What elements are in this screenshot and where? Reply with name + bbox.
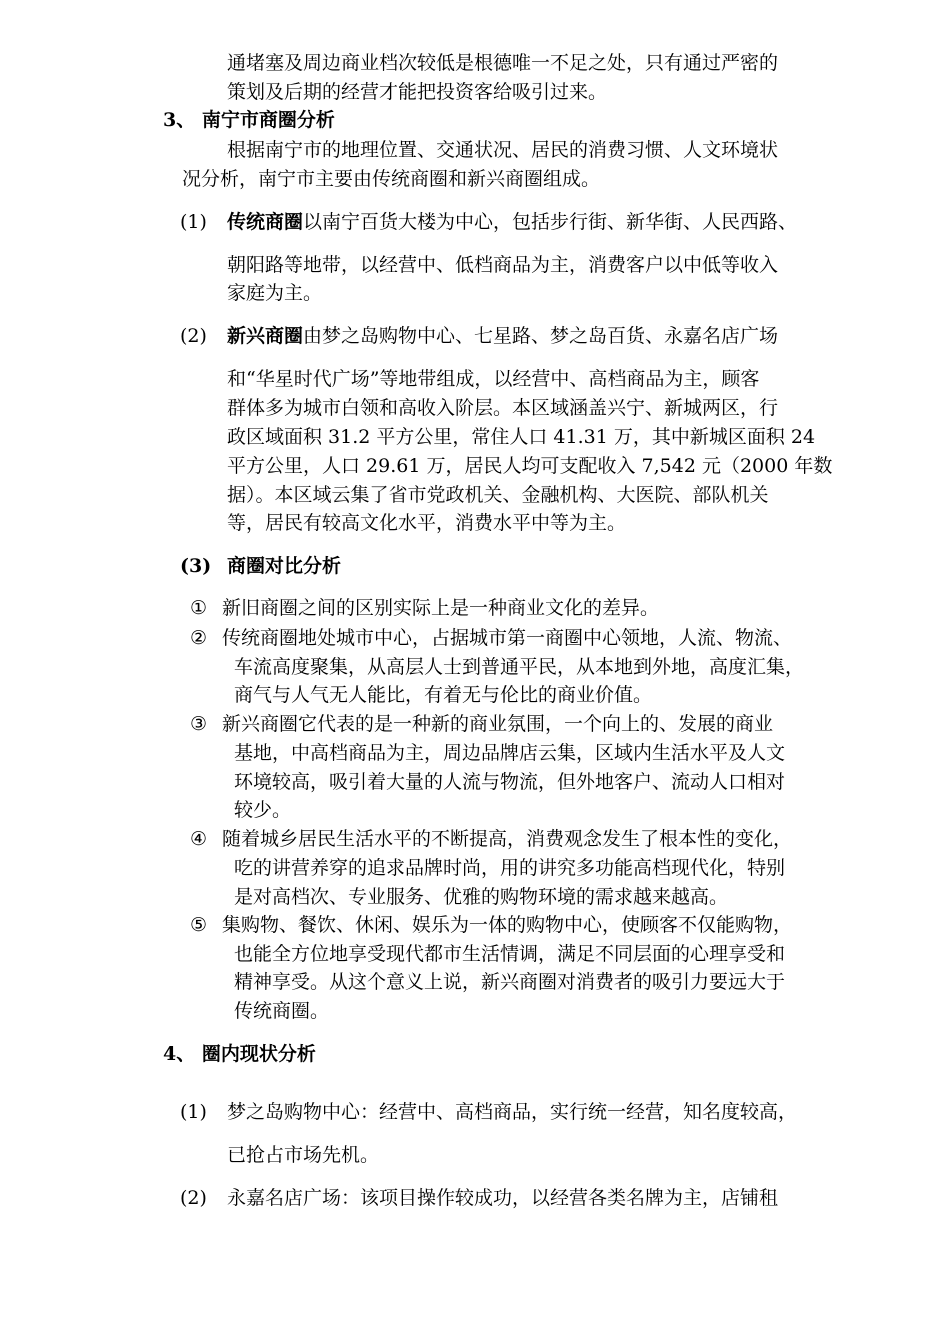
point-4-line-1: 随着城乡居民生活水平的不断提高，消费观念发生了根本性的变化， (222, 828, 793, 850)
point-5-line-2: 也能全方位地享受现代都市生活情调，满足不同层面的心理享受和 (234, 943, 786, 965)
section-3-heading: 3、 南宁市商圈分析 (163, 109, 335, 131)
s4-item-1-number: (1) (180, 1101, 207, 1123)
item-1-term: 传统商圈 (227, 211, 304, 233)
point-2-line-2: 车流高度聚集，从高层人士到普通平民，从本地到外地，高度汇集， (234, 656, 805, 678)
point-3-mark: ③ (190, 713, 208, 735)
point-2-line-1: 传统商圈地处城市中心，占据城市第一商圈中心领地，人流、物流、 (222, 627, 793, 649)
point-4-line-3: 是对高档次、专业服务、优雅的购物环境的需求越来越高。 (234, 886, 729, 908)
item-1-text: 以南宁百货大楼为中心，包括步行街、新华街、人民西路、 (303, 211, 798, 233)
item-2-line-4: 政区域面积 31.2 平方公里，常住人口 41.31 万，其中新城区面积 24 (227, 426, 816, 448)
item-1-line-1 (227, 208, 797, 236)
s4-item-2-line-1: 永嘉名店广场：该项目操作较成功，以经营各类名牌为主，店铺租 (227, 1187, 779, 1209)
intro-line-1: 通堵塞及周边商业档次较低是根德唯一不足之处，只有通过严密的 (227, 52, 779, 74)
item-2-number: (2) (180, 325, 207, 347)
intro-line-2: 策划及后期的经营才能把投资客给吸引过来。 (227, 81, 608, 103)
item-2-line-1 (227, 322, 778, 350)
item-2-line-3: 群体多为城市白领和高收入阶层。本区域涵盖兴宁、新城两区，行 (227, 397, 779, 419)
point-2-mark: ② (190, 627, 208, 649)
section-3-para-line-1: 根据南宁市的地理位置、交通状况、居民的消费习惯、人文环境状 (227, 139, 779, 161)
item-1-line-2: 朝阳路等地带，以经营中、低档商品为主，消费客户以中低等收入 (227, 254, 779, 276)
item-1-number: (1) (180, 211, 207, 233)
item-1-line-3: 家庭为主。 (227, 282, 323, 304)
point-3-line-1: 新兴商圈它代表的是一种新的商业氛围，一个向上的、发展的商业 (222, 713, 774, 735)
point-4-mark: ④ (190, 828, 208, 850)
point-1-line-1: 新旧商圈之间的区别实际上是一种商业文化的差异。 (222, 597, 660, 619)
point-1-mark: ① (190, 597, 208, 619)
item-2-text: 由梦之岛购物中心、七星路、梦之岛百货、永嘉名店广场 (303, 325, 779, 347)
point-3-line-2: 基地，中高档商品为主，周边品牌店云集，区域内生活水平及人文 (234, 742, 786, 764)
item-2-line-7: 等，居民有较高文化水平，消费水平中等为主。 (227, 512, 627, 534)
item-2-line-5: 平方公里，人口 29.61 万，居民人均可支配收入 7,542 元（2000 年数 (227, 455, 833, 477)
item-2-term: 新兴商圈 (227, 325, 304, 347)
point-5-line-4: 传统商圈。 (234, 1000, 330, 1022)
item-3-title: 商圈对比分析 (227, 555, 342, 577)
s4-item-1-line-2: 已抢占市场先机。 (227, 1144, 380, 1166)
item-2-line-2: 和“华星时代广场”等地带组成，以经营中、高档商品为主，顾客 (227, 368, 760, 390)
point-5-mark: ⑤ (190, 914, 208, 936)
point-3-line-4: 较少。 (234, 799, 292, 821)
item-3-number: (3) (180, 555, 212, 577)
point-5-line-1: 集购物、餐饮、休闲、娱乐为一体的购物中心，使顾客不仅能购物， (222, 914, 793, 936)
point-5-line-3: 精神享受。从这个意义上说，新兴商圈对消费者的吸引力要远大于 (234, 971, 786, 993)
point-3-line-3: 环境较高，吸引着大量的人流与物流，但外地客户、流动人口相对 (234, 771, 786, 793)
section-4-heading: 4、 圈内现状分析 (163, 1043, 316, 1065)
section-3-para-line-2: 况分析，南宁市主要由传统商圈和新兴商圈组成。 (182, 168, 601, 190)
point-2-line-3: 商气与人气无人能比，有着无与伦比的商业价值。 (234, 684, 653, 706)
s4-item-1-line-1: 梦之岛购物中心：经营中、高档商品，实行统一经营，知名度较高， (227, 1101, 798, 1123)
s4-item-2-number: (2) (180, 1187, 207, 1209)
item-2-line-6: 据）。本区域云集了省市党政机关、金融机构、大医院、部队机关 (227, 484, 769, 506)
point-4-line-2: 吃的讲营养穿的追求品牌时尚，用的讲究多功能高档现代化，特别 (234, 857, 786, 879)
